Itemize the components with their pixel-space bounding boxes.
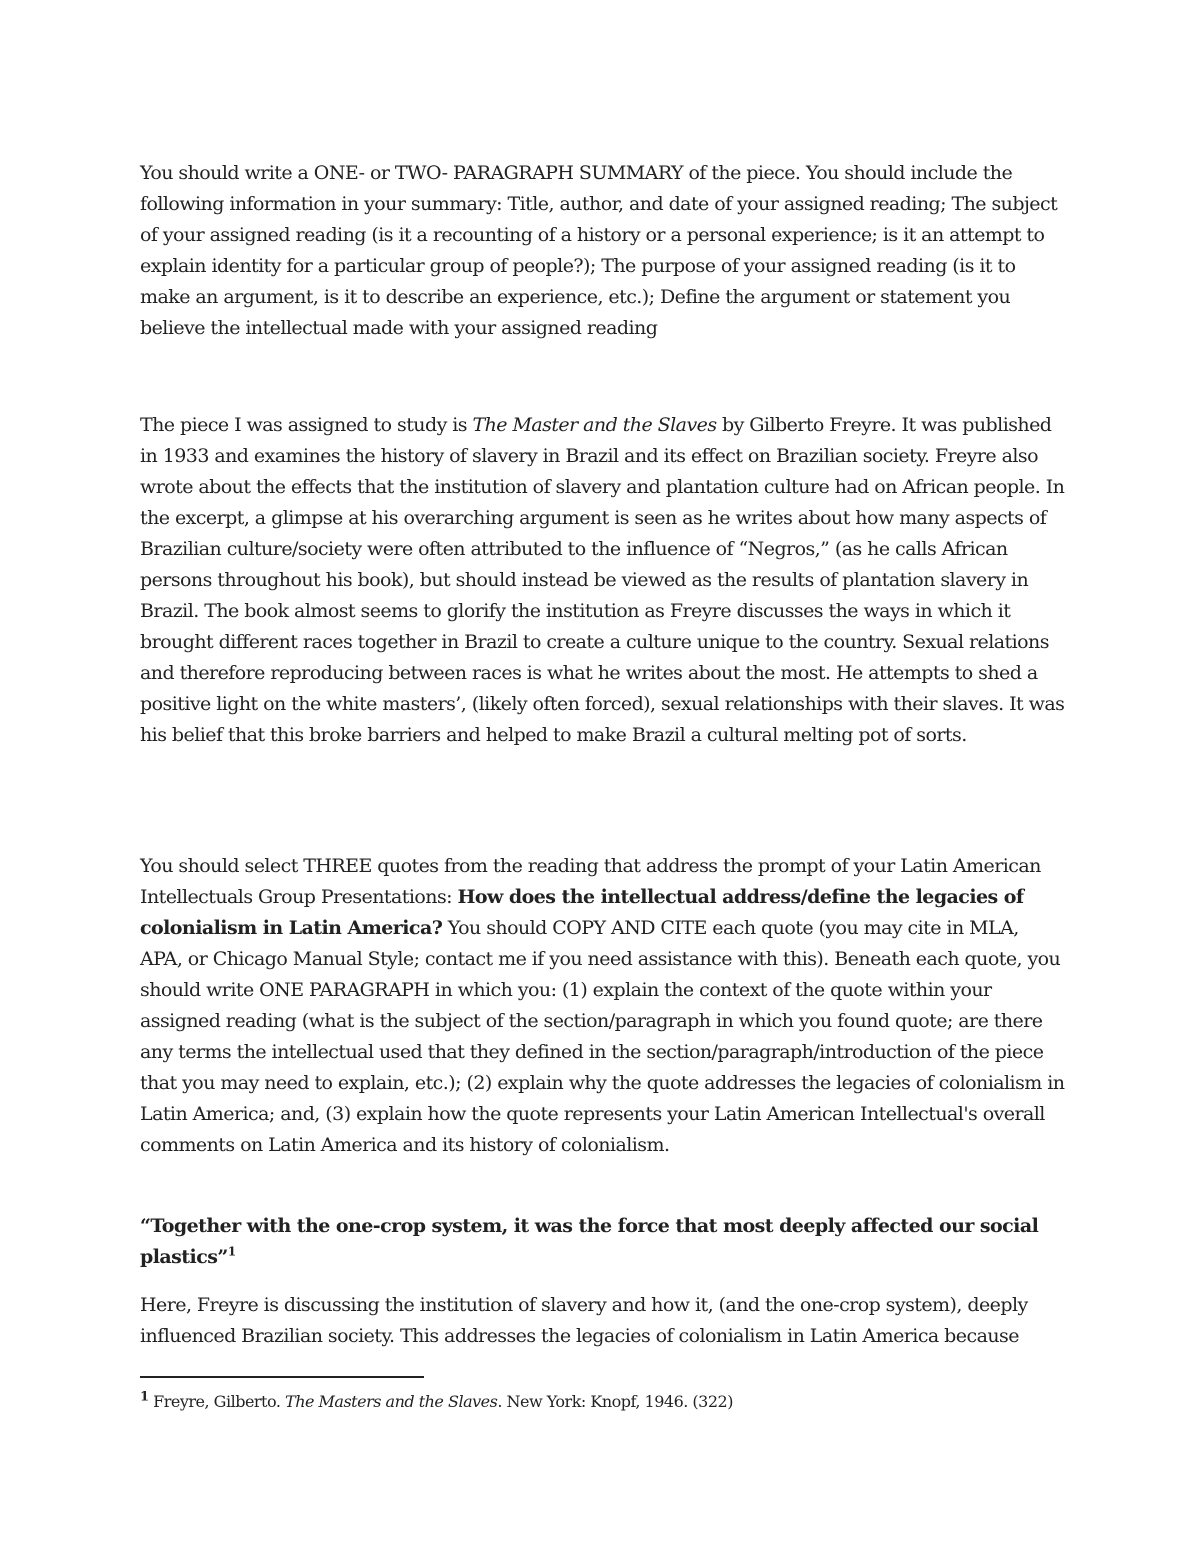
summary-intro-text: The piece I was assigned to study is: [140, 414, 473, 436]
quote-one-analysis: [140, 1290, 1065, 1352]
footnote-publication: . New York: Knopf, 1946. (322): [497, 1392, 733, 1411]
footnote-title: The Masters and the Slaves: [285, 1392, 498, 1411]
quote-one-text: “Together with the one-crop system, it was the force that most deeply affected our social plastics”: [140, 1215, 1039, 1268]
summary-prompt-paragraph: [140, 158, 1065, 344]
summary-paragraph: [140, 410, 1065, 751]
quote-one: [140, 1211, 1065, 1273]
footnote-author: Freyre, Gilberto.: [148, 1392, 286, 1411]
quote-one-analysis-text: Here, Freyre is discussing the institution of slavery and how it, (and the one-crop system), deeply influenced Brazilian society. This addresses the legacies of colonialism in Latin America because: [140, 1294, 1028, 1347]
document-page: [140, 0, 1065, 1553]
prompt-question: How does the intellectual address/define the legacies of colonialism in Latin America?: [140, 886, 1024, 939]
footnote-separator: [140, 1376, 424, 1378]
quotes-prompt-paragraph: [140, 851, 1065, 1161]
summary-prompt-text: You should write a ONE- or TWO- PARAGRAPH SUMMARY of the piece. You should include the following information in your summary: Title, author, and date of your assigned reading; The subject of your assigned reading (is it a recounting of a history or a personal experience; is it an attempt to explain identity for a particular group of people?); The purpose of your assigned reading (is it to make an argument, is it to describe an experience, etc.); Define the argument or statement you believe the intellectual made with your assigned reading: [140, 162, 1058, 339]
quotes-prompt-intro: You should select THREE quotes from the reading that address the prompt of your Latin American Intellectuals Group Presentations:: [140, 855, 1041, 908]
footnote-reference[interactable]: 1: [227, 1244, 236, 1259]
book-title: The Master and the Slaves: [472, 414, 717, 436]
quotes-prompt-instructions: You should COPY AND CITE each quote (you may cite in MLA, APA, or Chicago Manual Style; contact me if you need assistance with this). Beneath each quote, you should write ONE PARAGRAPH in which you: (1) explain the context of the quote within your assigned reading (what is the subject of the section/paragraph in which you found quote; are there any terms the intellectual used that they defined in the section/paragraph/introduction of the piece that you may need to explain, etc.); (2) explain why the quote addresses the legacies of colonialism in Latin America; and, (3) explain how the quote represents your Latin American Intellectual's overall comments on Latin America and its history of colonialism.: [140, 917, 1065, 1156]
footnote: [140, 1389, 1065, 1415]
summary-body-text: by Gilberto Freyre. It was published in 1933 and examines the history of slavery in Brazil and its effect on Brazilian society. Freyre also wrote about the effects that the institution of slavery and plantation culture had on African people. In the excerpt, a glimpse at his overarching argument is seen as he writes about how many aspects of Brazilian culture/society were often attributed to the influence of “Negros,” (as he calls African persons throughout his book), but should instead be viewed as the results of plantation slavery in Brazil. The book almost seems to glorify the institution as Freyre discusses the ways in which it brought different races together in Brazil to create a culture unique to the country. Sexual relations and therefore reproducing between races is what he writes about the most. He attempts to shed a positive light on the white masters’, (likely often forced), sexual relationships with their slaves. It was his belief that this broke barriers and helped to make Brazil a cultural melting pot of sorts.: [140, 414, 1065, 746]
footnote-number: 1: [140, 1389, 149, 1405]
